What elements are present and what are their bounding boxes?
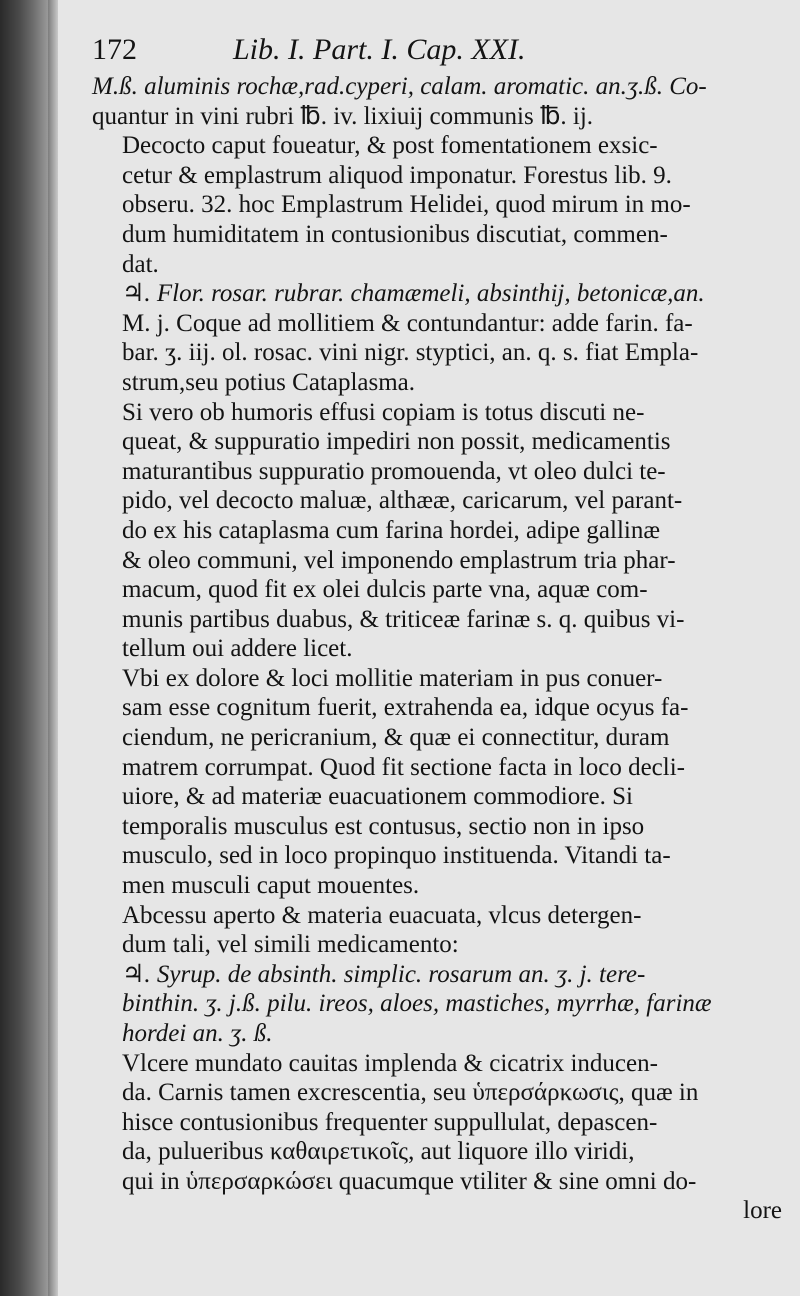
paragraph-recipe-continuation [92,72,782,131]
text-line: temporalis musculus est contusus, sectio non in ipso [122,812,645,840]
text-line: ciendum, ne pericranium, & quæ ei connectitur, duram [122,724,670,752]
page-number: 172 [92,33,137,66]
text-line: matrem corrumpat. Quod fit sectione facta in loco decli- [122,753,685,781]
text-line: hisce contusionibus frequenter suppullulat, depascen- [122,1108,658,1136]
text-line: ♃. Flor. rosar. rubrar. chamæmeli, absinthij, betonicæ,an. [122,280,705,308]
paragraph-decoction [92,131,782,279]
text-line: cetur & emplastrum aliquod imponatur. Forestus lib. 9. [122,161,672,189]
text-line: quantur in vini rubri ℔. iv. lixiuij communis ℔. ij. [92,102,594,130]
text-line: musculo, sed in loco propinquo instituenda. Vitandi ta- [122,842,671,870]
text-line: dum humiditatem in contusionibus discutiat, commen- [122,220,668,248]
text-line: do ex his cataplasma cum farina hordei, adipe gallinæ [122,516,661,544]
catchword: lore [743,1196,782,1224]
text-line: binthin. ʒ. j.ß. pilu. ireos, aloes, mastiches, myrrhæ, farinæ [122,990,712,1018]
text-line: queat, & suppuratio impediri non possit, medicamentis [122,428,671,456]
text-line: da. Carnis tamen excrescentia, seu ὑπερσάρκωσις, quæ in [122,1079,699,1107]
text-line: ♃. Syrup. de absinth. simplic. rosarum an. ʒ. j. tere- [122,960,646,988]
page-edge-shadow [48,0,58,1296]
text-line: Vlcere mundato cauitas implenda & cicatrix inducen- [122,1049,658,1077]
text-line: dat. [122,250,159,278]
text-line: hordei an. ʒ. ß. [122,1020,273,1047]
text-line: qui in ὑπερσαρκώσει quacumque vtiliter & sine omni do- [122,1167,697,1195]
text-line: munis partibus duabus, & triticeæ farinæ s. q. quibus vi- [122,605,685,633]
paragraph-recipe-cataplasm [92,279,782,397]
text-line: strum,seu potius Cataplasma. [122,368,416,396]
text-line: M.ß. aluminis rochæ,rad.cyperi, calam. aromatic. an.ʒ.ß. Co- [92,73,707,100]
text-line: maturantibus suppuratio promouenda, vt oleo dulci te- [122,457,666,485]
text-line: sam esse cognitum fuerit, extrahenda ea, idque ocyus fa- [122,694,689,722]
text-line: tellum oui addere licet. [122,635,353,663]
text-line: men musculi caput mouentes. [122,872,420,900]
paragraph-recipe-syrup [92,960,782,1049]
text-line: obseru. 32. hoc Emplastrum Helidei, quod mirum in mo- [122,191,691,219]
text-line: uiore, & ad materiæ euacuationem commodiore. Si [122,783,633,811]
running-title: Lib. I. Part. I. Cap. XXI. [233,33,526,66]
text-line: Si vero ob humoris effusi copiam is totus discuti ne- [122,398,645,426]
text-line: dum tali, vel simili medicamento: [122,931,459,959]
text-line: Vbi ex dolore & loci mollitie materiam in pus conuer- [122,664,663,692]
book-binding [0,0,48,1296]
text-line: pido, vel decocto maluæ, althææ, caricarum, vel parant- [122,487,683,515]
page-content [92,30,782,1225]
paragraph-ulcer [92,1049,782,1197]
text-line: Decocto caput foueatur, & post fomentationem exsic- [122,132,658,160]
running-header [92,30,782,70]
paragraph-incision [92,664,782,901]
text-line: da, pulueribus καθαιρετικοῖς, aut liquore illo viridi, [122,1138,635,1166]
paragraph-suppuration [92,398,782,664]
text-line: Abcessu aperto & materia euacuata, vlcus detergen- [122,901,642,929]
text-line: M. j. Coque ad mollitiem & contundantur: adde farin. fa- [122,309,693,337]
text-line: bar. ʒ. iij. ol. rosac. vini nigr. styptici, an. q. s. fiat Empla- [122,339,699,367]
text-line: & oleo communi, vel imponendo emplastrum tria phar- [122,546,676,574]
paragraph-abscess [92,901,782,960]
text-line: macum, quod fit ex olei dulcis parte vna, aquæ com- [122,576,648,604]
